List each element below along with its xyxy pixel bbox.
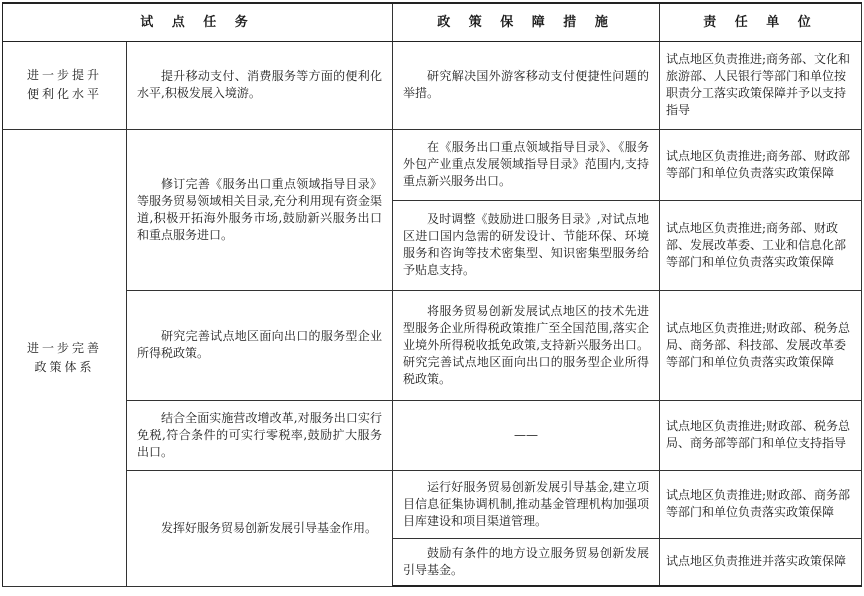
- category-line: 便利化水平: [26, 87, 102, 101]
- responsible-cell: 试点地区负责推进;财政部、商务部等部门和单位负责落实政策保障: [660, 470, 862, 538]
- category-cell: [3, 41, 127, 129]
- table-row: [3, 400, 862, 470]
- task-cell: 发挥好服务贸易创新发展引导基金作用。: [127, 470, 393, 586]
- measure-cell: 运行好服务贸易创新发展引导基金,建立项目信息征集协调机制,推动基金管理机构加强项目库建设和项目渠道管理。: [393, 470, 660, 538]
- task-cell: 提升移动支付、消费服务等方面的便利化水平,积极发展入境游。: [127, 41, 393, 129]
- responsible-cell: 试点地区负责推进;财政部、税务总局、商务部、科技部、发展改革委等部门和单位负责落实政策保障: [660, 290, 862, 400]
- category-cell: [3, 129, 127, 586]
- table-row: [3, 470, 862, 538]
- table-row: [3, 41, 862, 129]
- measure-cell: 鼓励有条件的地方设立服务贸易创新发展引导基金。: [393, 538, 660, 586]
- responsible-cell: 试点地区负责推进;商务部、文化和旅游部、人民银行等部门和单位按职责分工落实政策保障并予以支持指导: [660, 41, 862, 129]
- responsible-cell: 试点地区负责推进;商务部、财政部等部门和单位负责落实政策保障: [660, 129, 862, 200]
- table-row: [3, 290, 862, 400]
- header-row: [3, 3, 862, 41]
- header-task: 试 点 任 务: [3, 3, 393, 41]
- category-line: 政策体系: [34, 359, 95, 374]
- task-cell: 修订完善《服务出口重点领域指导目录》等服务贸易领域相关目录,充分利用现有资金渠道,积极开拓海外服务市场,鼓励新兴服务出口和重点服务进口。: [127, 129, 393, 290]
- header-measure: 政 策 保 障 措 施: [393, 3, 660, 41]
- measure-cell: 及时调整《鼓励进口服务目录》,对试点地区进口国内急需的研发设计、节能环保、环境服务和咨询等技术密集型、知识密集型服务给予贴息支持。: [393, 200, 660, 290]
- table-row: [3, 129, 862, 200]
- responsible-cell: 试点地区负责推进;商务部、财政部、发展改革委、工业和信息化部等部门和单位负责落实政策保障: [660, 200, 862, 290]
- category-line: 进一步完善: [26, 340, 102, 355]
- task-cell: 结合全面实施营改增改革,对服务出口实行免税,符合条件的可实行零税率,鼓励扩大服务出口。: [127, 400, 393, 470]
- measure-cell: 研究解决国外游客移动支付便捷性问题的举措。: [393, 41, 660, 129]
- measure-cell: ——: [393, 400, 660, 470]
- measure-cell: 将服务贸易创新发展试点地区的技术先进型服务企业所得税政策推广至全国范围,落实企业境外所得税收抵免政策,支持新兴服务出口。研究完善试点地区面向出口的服务型企业所得税政策。: [393, 290, 660, 400]
- category-line: 进一步提升: [26, 68, 102, 82]
- measure-cell: 在《服务出口重点领域指导目录》、《服务外包产业重点发展领域指导目录》范围内,支持重点新兴服务出口。: [393, 129, 660, 200]
- task-cell: 研究完善试点地区面向出口的服务型企业所得税政策。: [127, 290, 393, 400]
- policy-table: [2, 2, 862, 587]
- responsible-cell: 试点地区负责推进;财政部、税务总局、商务部等部门和单位支持指导: [660, 400, 862, 470]
- responsible-cell: 试点地区负责推进并落实政策保障: [660, 538, 862, 586]
- header-responsible: 责 任 单 位: [660, 3, 862, 41]
